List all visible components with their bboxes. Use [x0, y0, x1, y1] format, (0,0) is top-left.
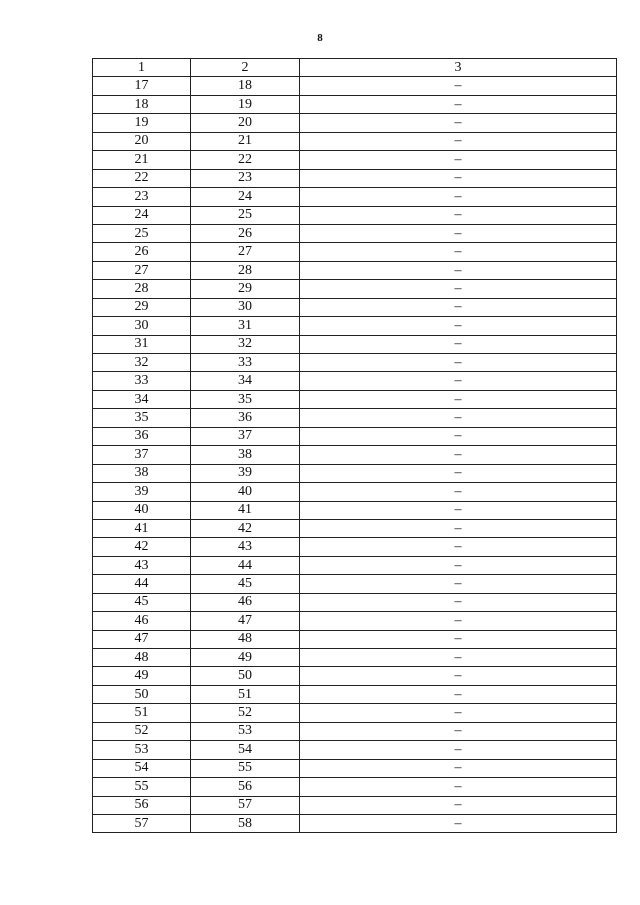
table-cell-col-2: 20: [191, 114, 300, 132]
table-cell-col-1: 39: [93, 483, 191, 501]
table-cell-col-3: –: [300, 556, 617, 574]
table-row: [93, 483, 617, 501]
table-cell-col-2: 57: [191, 796, 300, 814]
table-cell-col-3: –: [300, 519, 617, 537]
table-cell-col-2: 50: [191, 667, 300, 685]
table-cell-col-2: 40: [191, 483, 300, 501]
table-row: [93, 132, 617, 150]
table-row: [93, 335, 617, 353]
table-row: [93, 759, 617, 777]
table-cell-col-1: 34: [93, 390, 191, 408]
table-cell-col-1: 42: [93, 538, 191, 556]
table-cell-col-3: –: [300, 77, 617, 95]
table-cell-col-1: 48: [93, 649, 191, 667]
column-header-1: 1: [93, 59, 191, 77]
table-cell-col-3: –: [300, 649, 617, 667]
table-row: [93, 501, 617, 519]
table-row: [93, 519, 617, 537]
table-cell-col-3: –: [300, 95, 617, 113]
table-row: [93, 243, 617, 261]
table-cell-col-1: 25: [93, 224, 191, 242]
table-cell-col-2: 39: [191, 464, 300, 482]
table-row: [93, 630, 617, 648]
table-row: [93, 95, 617, 113]
table-cell-col-1: 54: [93, 759, 191, 777]
table-row: [93, 169, 617, 187]
table-cell-col-1: 52: [93, 722, 191, 740]
table-row: [93, 151, 617, 169]
table-row: [93, 538, 617, 556]
table-body: [93, 77, 617, 833]
table-cell-col-1: 30: [93, 317, 191, 335]
table-row: [93, 814, 617, 832]
table-row: [93, 556, 617, 574]
table-row: [93, 188, 617, 206]
table-cell-col-1: 17: [93, 77, 191, 95]
table-cell-col-2: 29: [191, 280, 300, 298]
table-cell-col-1: 50: [93, 685, 191, 703]
table-cell-col-2: 34: [191, 372, 300, 390]
table-cell-col-3: –: [300, 778, 617, 796]
table-cell-col-2: 46: [191, 593, 300, 611]
table-cell-col-2: 22: [191, 151, 300, 169]
table-cell-col-3: –: [300, 188, 617, 206]
table-cell-col-3: –: [300, 722, 617, 740]
table-cell-col-2: 49: [191, 649, 300, 667]
table-cell-col-1: 36: [93, 427, 191, 445]
data-table: [92, 58, 617, 833]
table-row: [93, 593, 617, 611]
table-row: [93, 446, 617, 464]
table-cell-col-1: 49: [93, 667, 191, 685]
table-cell-col-2: 56: [191, 778, 300, 796]
table-cell-col-3: –: [300, 169, 617, 187]
table-cell-col-1: 23: [93, 188, 191, 206]
table-cell-col-1: 37: [93, 446, 191, 464]
table-cell-col-1: 35: [93, 409, 191, 427]
table-cell-col-3: –: [300, 501, 617, 519]
table-cell-col-1: 46: [93, 612, 191, 630]
table-cell-col-2: 28: [191, 261, 300, 279]
table-cell-col-3: –: [300, 151, 617, 169]
table-row: [93, 667, 617, 685]
table-row: [93, 409, 617, 427]
table-cell-col-1: 29: [93, 298, 191, 316]
table-cell-col-2: 37: [191, 427, 300, 445]
table-cell-col-2: 42: [191, 519, 300, 537]
table-cell-col-3: –: [300, 280, 617, 298]
table-cell-col-2: 55: [191, 759, 300, 777]
table-cell-col-3: –: [300, 446, 617, 464]
table-cell-col-1: 27: [93, 261, 191, 279]
table-cell-col-2: 21: [191, 132, 300, 150]
table-header-row: [93, 59, 617, 77]
table-cell-col-2: 38: [191, 446, 300, 464]
table-row: [93, 722, 617, 740]
table-row: [93, 372, 617, 390]
table-cell-col-2: 53: [191, 722, 300, 740]
table-row: [93, 390, 617, 408]
table-cell-col-2: 51: [191, 685, 300, 703]
table-row: [93, 796, 617, 814]
table-cell-col-3: –: [300, 796, 617, 814]
table-cell-col-1: 40: [93, 501, 191, 519]
table-cell-col-3: –: [300, 630, 617, 648]
table-row: [93, 317, 617, 335]
table-cell-col-3: –: [300, 390, 617, 408]
table-cell-col-1: 38: [93, 464, 191, 482]
table-cell-col-2: 58: [191, 814, 300, 832]
column-header-3: 3: [300, 59, 617, 77]
table-cell-col-2: 19: [191, 95, 300, 113]
table-cell-col-3: –: [300, 575, 617, 593]
table-cell-col-1: 51: [93, 704, 191, 722]
table-cell-col-3: –: [300, 741, 617, 759]
table-cell-col-3: –: [300, 483, 617, 501]
table-cell-col-3: –: [300, 114, 617, 132]
table-cell-col-3: –: [300, 224, 617, 242]
table-cell-col-3: –: [300, 612, 617, 630]
table-row: [93, 427, 617, 445]
table-row: [93, 298, 617, 316]
table-cell-col-2: 24: [191, 188, 300, 206]
table-cell-col-2: 35: [191, 390, 300, 408]
table-cell-col-1: 31: [93, 335, 191, 353]
table-cell-col-3: –: [300, 538, 617, 556]
table-cell-col-1: 47: [93, 630, 191, 648]
table-cell-col-1: 53: [93, 741, 191, 759]
table-row: [93, 280, 617, 298]
table-cell-col-2: 48: [191, 630, 300, 648]
table-cell-col-2: 31: [191, 317, 300, 335]
table-cell-col-2: 23: [191, 169, 300, 187]
table-cell-col-2: 30: [191, 298, 300, 316]
table-cell-col-3: –: [300, 685, 617, 703]
table-cell-col-1: 28: [93, 280, 191, 298]
table-row: [93, 649, 617, 667]
table-row: [93, 206, 617, 224]
table-cell-col-3: –: [300, 261, 617, 279]
table-cell-col-1: 45: [93, 593, 191, 611]
table-cell-col-3: –: [300, 354, 617, 372]
table-row: [93, 612, 617, 630]
table-cell-col-2: 47: [191, 612, 300, 630]
table-cell-col-1: 55: [93, 778, 191, 796]
table-cell-col-1: 18: [93, 95, 191, 113]
table-row: [93, 704, 617, 722]
table-row: [93, 575, 617, 593]
table-cell-col-1: 33: [93, 372, 191, 390]
table-cell-col-3: –: [300, 667, 617, 685]
table-cell-col-3: –: [300, 298, 617, 316]
table-row: [93, 261, 617, 279]
table-row: [93, 114, 617, 132]
table-cell-col-2: 41: [191, 501, 300, 519]
column-header-2: 2: [191, 59, 300, 77]
table-cell-col-2: 25: [191, 206, 300, 224]
table-cell-col-2: 44: [191, 556, 300, 574]
table-cell-col-1: 19: [93, 114, 191, 132]
table-cell-col-1: 41: [93, 519, 191, 537]
table-row: [93, 741, 617, 759]
table-cell-col-3: –: [300, 814, 617, 832]
table-cell-col-2: 32: [191, 335, 300, 353]
table-cell-col-1: 43: [93, 556, 191, 574]
table-cell-col-1: 26: [93, 243, 191, 261]
table-cell-col-3: –: [300, 593, 617, 611]
table-cell-col-2: 54: [191, 741, 300, 759]
table-cell-col-1: 21: [93, 151, 191, 169]
table-row: [93, 77, 617, 95]
table-cell-col-1: 57: [93, 814, 191, 832]
table-cell-col-1: 24: [93, 206, 191, 224]
table-cell-col-2: 36: [191, 409, 300, 427]
table-cell-col-3: –: [300, 427, 617, 445]
table-cell-col-2: 45: [191, 575, 300, 593]
table-cell-col-1: 20: [93, 132, 191, 150]
table-cell-col-3: –: [300, 132, 617, 150]
table-cell-col-3: –: [300, 372, 617, 390]
table-cell-col-1: 32: [93, 354, 191, 372]
table-cell-col-3: –: [300, 317, 617, 335]
table-row: [93, 354, 617, 372]
table-cell-col-3: –: [300, 464, 617, 482]
table-cell-col-3: –: [300, 335, 617, 353]
table-cell-col-2: 18: [191, 77, 300, 95]
table-cell-col-1: 56: [93, 796, 191, 814]
table-cell-col-2: 27: [191, 243, 300, 261]
table-row: [93, 224, 617, 242]
table-row: [93, 685, 617, 703]
table-row: [93, 464, 617, 482]
table-cell-col-2: 26: [191, 224, 300, 242]
table-cell-col-3: –: [300, 759, 617, 777]
table-cell-col-3: –: [300, 409, 617, 427]
table-row: [93, 778, 617, 796]
table-cell-col-2: 33: [191, 354, 300, 372]
table-cell-col-1: 22: [93, 169, 191, 187]
page-number: 8: [317, 32, 323, 44]
table-cell-col-3: –: [300, 704, 617, 722]
table-cell-col-3: –: [300, 206, 617, 224]
table-cell-col-1: 44: [93, 575, 191, 593]
table-cell-col-3: –: [300, 243, 617, 261]
table-cell-col-2: 52: [191, 704, 300, 722]
table-cell-col-2: 43: [191, 538, 300, 556]
